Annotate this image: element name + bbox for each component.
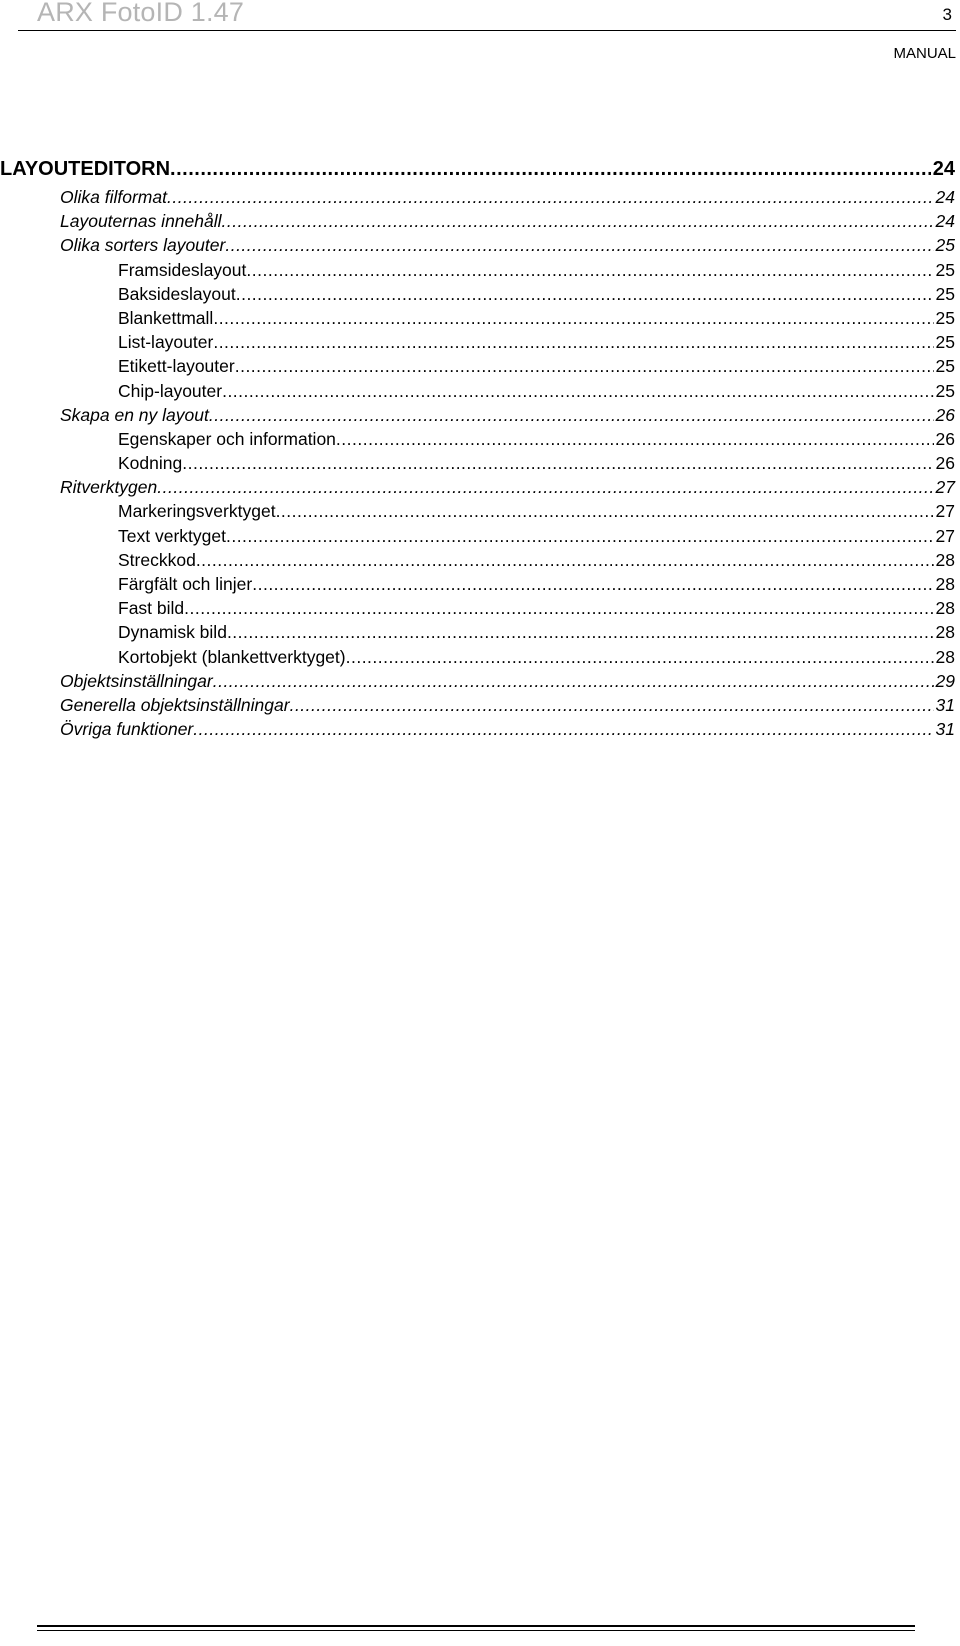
toc-entry-title: Generella objektsinställningar xyxy=(60,694,290,715)
toc-entry-page: 31 xyxy=(935,719,955,740)
toc-entry-page: 28 xyxy=(935,549,955,570)
toc-leader-dots xyxy=(252,572,933,596)
toc-entry-page: 26 xyxy=(935,404,955,425)
toc-entry-title: Streckkod xyxy=(118,549,196,570)
toc-leader-dots xyxy=(182,451,933,475)
toc-entry-page: 24 xyxy=(935,211,955,232)
document-title: ARX FotoID 1.47 xyxy=(37,0,245,27)
toc-entry-page: 25 xyxy=(935,332,955,353)
toc-leader-dots xyxy=(225,233,933,257)
toc-entry-title: Framsideslayout xyxy=(118,259,247,280)
toc-entry[interactable] xyxy=(0,475,955,499)
toc-entry[interactable] xyxy=(0,596,955,620)
toc-entry-title: Färgfält och linjer xyxy=(118,574,253,594)
toc-entry[interactable] xyxy=(0,524,955,548)
toc-leader-dots xyxy=(236,282,934,306)
toc-entry-title: Kortobjekt (blankettverktyget) xyxy=(118,646,346,667)
toc-leader-dots xyxy=(235,354,934,378)
toc-entry[interactable] xyxy=(0,499,955,523)
toc-leader-dots xyxy=(196,548,934,572)
toc-entry-title: Text verktyget xyxy=(118,525,226,546)
toc-entry-page: 29 xyxy=(935,670,955,691)
toc-entry[interactable] xyxy=(0,354,955,378)
toc-entry[interactable] xyxy=(0,572,955,596)
toc-entry-title: Baksideslayout xyxy=(118,283,236,304)
toc-entry-page: 25 xyxy=(935,307,955,328)
toc-leader-dots xyxy=(346,645,934,669)
toc-entry[interactable] xyxy=(0,185,955,209)
toc-leader-dots xyxy=(213,669,934,693)
toc-entry-title: List-layouter xyxy=(118,332,214,353)
toc-entry-title: Ritverktygen xyxy=(60,477,158,498)
toc-entry[interactable] xyxy=(0,693,955,717)
toc-entry[interactable] xyxy=(0,209,955,233)
toc-entry[interactable] xyxy=(0,403,955,427)
toc-leader-dots xyxy=(290,693,934,717)
toc-entry-title: Kodning xyxy=(118,453,183,474)
toc-entry-title: Övriga funktioner xyxy=(60,719,194,740)
toc-entry-page: 25 xyxy=(935,235,955,256)
toc-entry[interactable] xyxy=(0,548,955,572)
toc-entry-title: Markeringsverktyget xyxy=(118,501,276,522)
toc-entry-page: 28 xyxy=(935,574,955,594)
toc-entry[interactable] xyxy=(0,258,955,282)
toc-entry-page: 27 xyxy=(935,501,955,522)
toc-entry-title: Olika sorters layouter xyxy=(60,235,226,256)
toc-leader-dots xyxy=(209,403,934,427)
toc-entry[interactable] xyxy=(0,451,955,475)
toc-entry[interactable] xyxy=(0,153,955,185)
toc-entry-page: 27 xyxy=(935,477,955,498)
toc-entry[interactable] xyxy=(0,427,955,451)
toc-entry[interactable] xyxy=(0,717,955,741)
toc-entry-page: 25 xyxy=(935,283,955,304)
toc-leader-dots xyxy=(193,717,933,741)
toc-entry-title: LAYOUTEDITORN xyxy=(0,158,171,180)
toc-leader-dots xyxy=(213,330,933,354)
toc-entry[interactable] xyxy=(0,620,955,644)
toc-entry-title: Objektsinställningar xyxy=(60,670,213,691)
toc-leader-dots xyxy=(157,475,933,499)
toc-leader-dots xyxy=(170,153,931,185)
toc-entry[interactable] xyxy=(0,233,955,257)
toc-entry[interactable] xyxy=(0,645,955,669)
toc-entry-page: 28 xyxy=(935,622,955,643)
toc-entry-title: Layouternas innehåll xyxy=(60,211,222,232)
toc-leader-dots xyxy=(222,209,934,233)
toc-entry-title: Skapa en ny layout xyxy=(60,404,209,425)
table-of-contents xyxy=(0,153,955,741)
toc-leader-dots xyxy=(222,379,933,403)
toc-entry-page: 28 xyxy=(935,598,955,619)
toc-entry-title: Egenskaper och information xyxy=(118,428,336,449)
toc-leader-dots xyxy=(167,185,934,209)
toc-entry-page: 25 xyxy=(935,259,955,280)
page-number: 3 xyxy=(942,5,952,24)
toc-entry-page: 27 xyxy=(935,525,955,546)
toc-entry-title: Blankettmall xyxy=(118,307,214,328)
toc-entry-title: Olika filformat xyxy=(60,187,167,207)
toc-entry-page: 25 xyxy=(935,356,955,377)
toc-entry-title: Fast bild xyxy=(118,598,185,619)
toc-leader-dots xyxy=(226,524,934,548)
toc-entry[interactable] xyxy=(0,330,955,354)
toc-entry[interactable] xyxy=(0,282,955,306)
footer-divider-thick xyxy=(37,1625,915,1627)
toc-leader-dots xyxy=(213,306,933,330)
toc-entry[interactable] xyxy=(0,379,955,403)
toc-entry-page: 28 xyxy=(935,646,955,667)
header-divider xyxy=(18,30,956,31)
toc-leader-dots xyxy=(276,499,934,523)
toc-entry-page: 25 xyxy=(935,380,955,401)
toc-entry-title: Dynamisk bild xyxy=(118,622,227,643)
toc-entry-page: 31 xyxy=(935,694,955,715)
toc-entry-page: 26 xyxy=(935,428,955,449)
toc-entry[interactable] xyxy=(0,669,955,693)
toc-leader-dots xyxy=(184,596,933,620)
toc-entry-title: Chip-layouter xyxy=(118,380,223,401)
toc-entry[interactable] xyxy=(0,306,955,330)
footer-divider-thin xyxy=(37,1630,915,1631)
toc-leader-dots xyxy=(336,427,934,451)
section-label: MANUAL xyxy=(893,45,956,62)
toc-leader-dots xyxy=(227,620,934,644)
toc-entry-page: 24 xyxy=(932,158,955,180)
toc-entry-page: 26 xyxy=(935,453,955,474)
toc-entry-title: Etikett-layouter xyxy=(118,356,235,377)
toc-leader-dots xyxy=(246,258,933,282)
toc-entry-page: 24 xyxy=(935,187,955,207)
